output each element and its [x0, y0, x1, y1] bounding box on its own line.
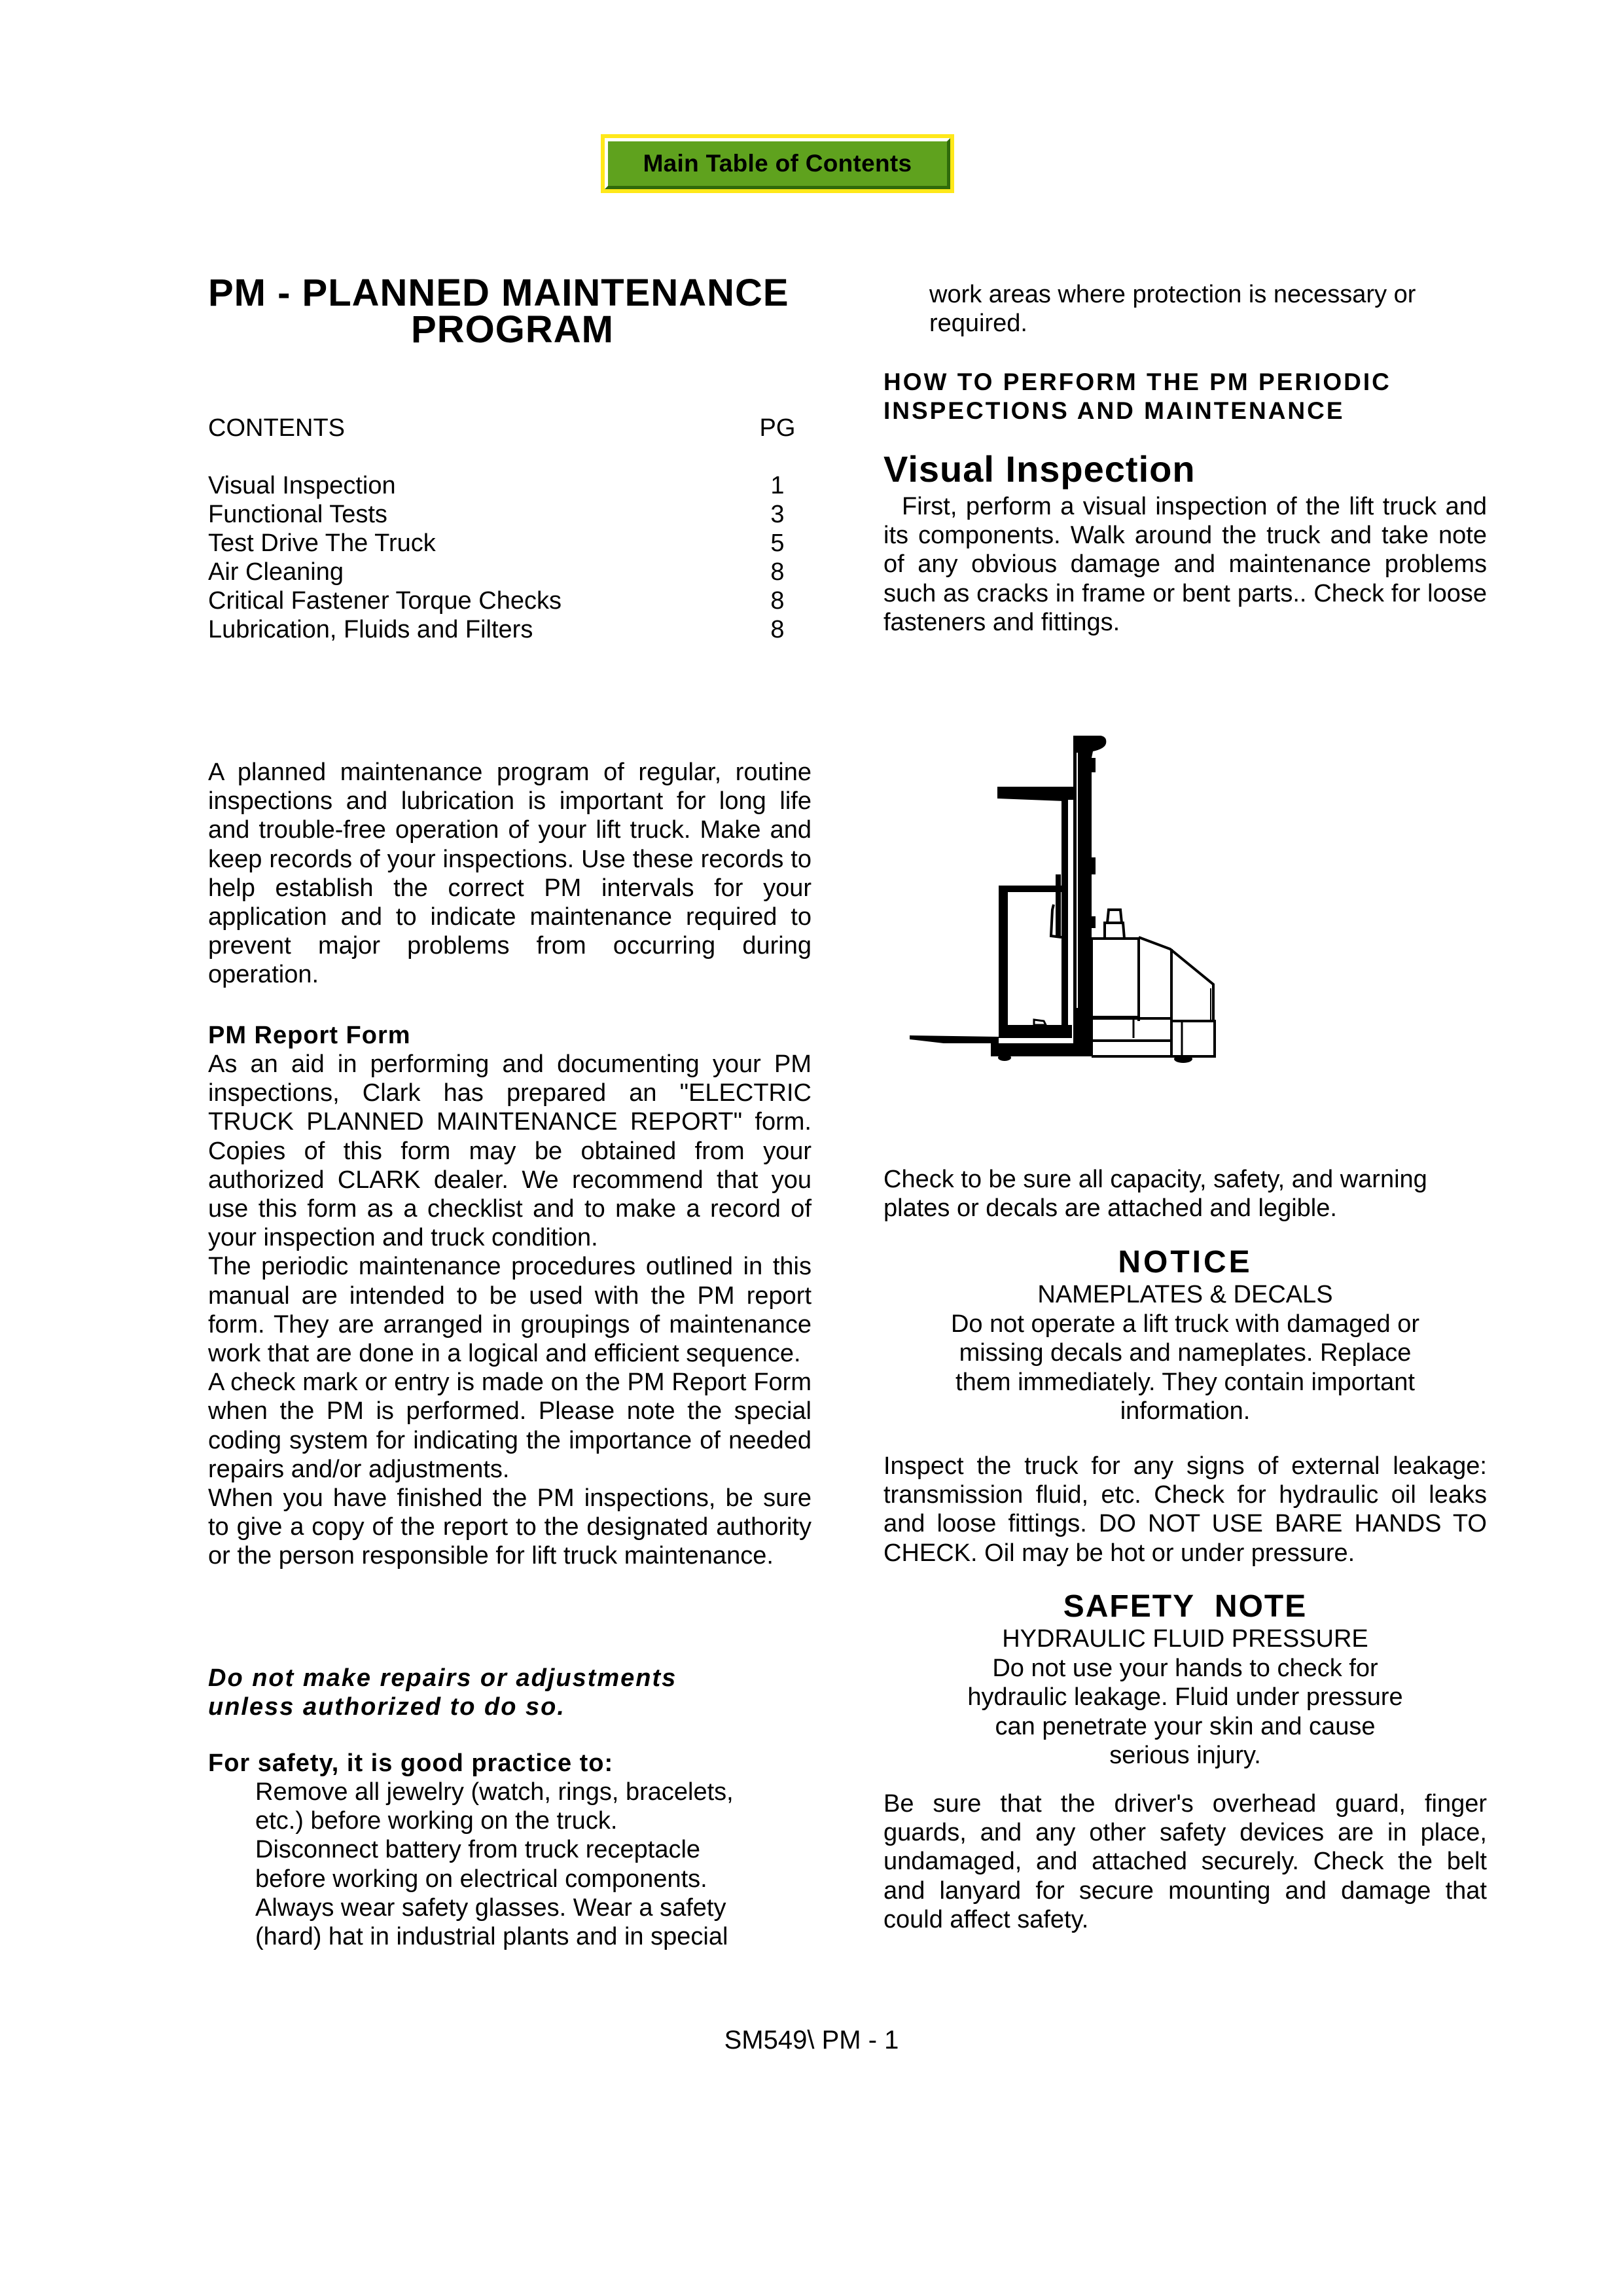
pm-report-paragraph-2: The periodic maintenance procedures outlined in this manual are intended to be used with the PM report form. They are arranged in groupings of maintenance work that are done in a logical and efficient sequence. — [208, 1253, 812, 1368]
page-title-line2: PROGRAM — [411, 308, 614, 351]
authorization-warning — [208, 1664, 812, 1721]
safety-item: Remove all jewelry (watch, rings, bracelets, etc.) before working on the truck. — [255, 1778, 734, 1835]
notice-line: missing decals and nameplates. Replace — [959, 1339, 1412, 1367]
page-title-line1: PM - PLANNED MAINTENANCE — [208, 272, 789, 314]
contents-row[interactable] — [208, 558, 797, 586]
how-to-heading-line1: HOW TO PERFORM THE PM PERIODIC — [883, 368, 1391, 395]
safety-item: Always wear safety glasses. Wear a safety (hard) hat in industrial plants and in special — [255, 1893, 728, 1951]
contents-item-page: 8 — [770, 616, 785, 643]
contents-row[interactable] — [208, 586, 797, 615]
safety-note-title: SAFETY NOTE — [1063, 1589, 1308, 1624]
visual-inspection-text — [883, 492, 1487, 637]
pm-report-section — [208, 1021, 812, 1571]
how-to-heading — [883, 368, 1487, 425]
decal-check-paragraph: Check to be sure all capacity, safety, and warning plates or decals are attached and legible. — [883, 1166, 1427, 1223]
notice-line: them immediately. They contain important — [955, 1368, 1415, 1396]
safety-practice-heading: For safety, it is good practice to: — [208, 1749, 614, 1777]
pm-report-paragraph-1: As an aid in performing and documenting your PM inspections, Clark has prepared an "ELECTRIC TRUCK PLANNED MAINTENANCE REPORT" form. Copies of this form may be obtained from your authorized CLARK dealer. We recommend that you use this form as a checklist and to make a record of your inspection and truck condition. — [208, 1050, 812, 1252]
main-toc-button[interactable] — [601, 134, 954, 193]
page-title — [208, 272, 817, 351]
contents-item-label: Lubrication, Fluids and Filters — [208, 616, 533, 643]
contents-item-page: 1 — [770, 472, 785, 499]
pm-report-paragraph-3: A check mark or entry is made on the PM Report Form when the PM is performed. Please note the special coding system for indicating the importance of needed repairs and/or adjustments. — [208, 1369, 812, 1483]
safety-item: Disconnect battery from truck receptacle before working on electrical components. — [255, 1836, 707, 1893]
safety-note-box — [883, 1589, 1487, 1770]
continued-paragraph: work areas where protection is necessary or required. — [929, 281, 1416, 338]
contents-header-label: CONTENTS — [208, 414, 345, 442]
intro-text: A planned maintenance program of regular, routine inspections and lubrication is important for long life and trouble-free operation of your lift truck. Make and keep records of your inspections. Use these records to help establish the correct PM intervals for your application and to indicate maintenance required to prevent major problems from occurring during operation. — [208, 759, 812, 989]
warning-line-2: unless authorized to do so. — [208, 1693, 565, 1721]
notice-line: Do not operate a lift truck with damaged or — [950, 1310, 1420, 1338]
safety-note-line: hydraulic leakage. Fluid under pressure — [967, 1683, 1403, 1711]
visual-inspection-heading — [883, 449, 1487, 490]
guard-check-paragraph: Be sure that the driver's overhead guard, finger guards, and any other safety devices are in place, undamaged, and attached securely. Check the belt and lanyard for secure mounting and damage that could affect safety. — [883, 1790, 1487, 1933]
contents-item-page: 8 — [770, 587, 785, 615]
visual-inspection-paragraph: First, perform a visual inspection of the lift truck and its components. Walk around the truck and take note of any obvious damage and maintenance problems such as cracks in frame or bent parts.. Check for loose fasteners and fittings. — [883, 493, 1487, 636]
contents-table — [208, 414, 797, 644]
safety-note-line: can penetrate your skin and cause — [995, 1712, 1376, 1740]
continued-text — [929, 280, 1453, 338]
contents-row[interactable] — [208, 529, 797, 558]
leakage-text — [883, 1452, 1487, 1568]
safety-note-subtitle: HYDRAULIC FLUID PRESSURE — [1002, 1625, 1368, 1653]
contents-header — [208, 414, 797, 442]
contents-row[interactable] — [208, 615, 797, 644]
page-footer: SM549\ PM - 1 — [724, 2026, 899, 2054]
warning-line-1: Do not make repairs or adjustments — [208, 1664, 677, 1692]
contents-row[interactable] — [208, 500, 797, 529]
contents-item-label: Test Drive The Truck — [208, 529, 436, 557]
decal-check-text — [883, 1165, 1487, 1223]
notice-line: information. — [1120, 1397, 1251, 1425]
safety-note-line: serious injury. — [1109, 1742, 1261, 1769]
contents-item-page: 5 — [770, 529, 785, 557]
leakage-paragraph: Inspect the truck for any signs of external leakage: transmission fluid, etc. Check for hydraulic oil leaks and loose fittings. DO NOT USE BARE HANDS TO CHECK. Oil may be hot or under pressure. — [883, 1452, 1487, 1567]
contents-item-page: 3 — [770, 501, 785, 528]
intro-paragraph — [208, 758, 812, 990]
notice-box — [883, 1245, 1487, 1426]
contents-item-label: Critical Fastener Torque Checks — [208, 587, 562, 615]
visual-inspection-title: Visual Inspection — [883, 448, 1196, 490]
safety-practice-section — [208, 1749, 777, 1951]
pm-report-paragraph-4: When you have finished the PM inspections, be sure to give a copy of the report to the designated authority or the person responsible for lift truck maintenance. — [208, 1484, 812, 1570]
pm-report-heading: PM Report Form — [208, 1022, 411, 1049]
main-toc-button-label[interactable]: Main Table of Contents — [605, 138, 950, 189]
how-to-heading-line2: INSPECTIONS AND MAINTENANCE — [883, 397, 1345, 424]
contents-item-label: Air Cleaning — [208, 558, 344, 586]
contents-item-page: 8 — [770, 558, 785, 586]
safety-note-line: Do not use your hands to check for — [992, 1654, 1378, 1682]
notice-title: NOTICE — [1118, 1245, 1253, 1280]
forklift-illustration — [897, 720, 1433, 1139]
contents-item-label: Functional Tests — [208, 501, 387, 528]
contents-header-pg: PG — [759, 414, 796, 442]
contents-item-label: Visual Inspection — [208, 472, 396, 499]
notice-subtitle: NAMEPLATES & DECALS — [1037, 1281, 1333, 1308]
contents-row[interactable] — [208, 471, 797, 500]
guard-check-text — [883, 1789, 1487, 1934]
